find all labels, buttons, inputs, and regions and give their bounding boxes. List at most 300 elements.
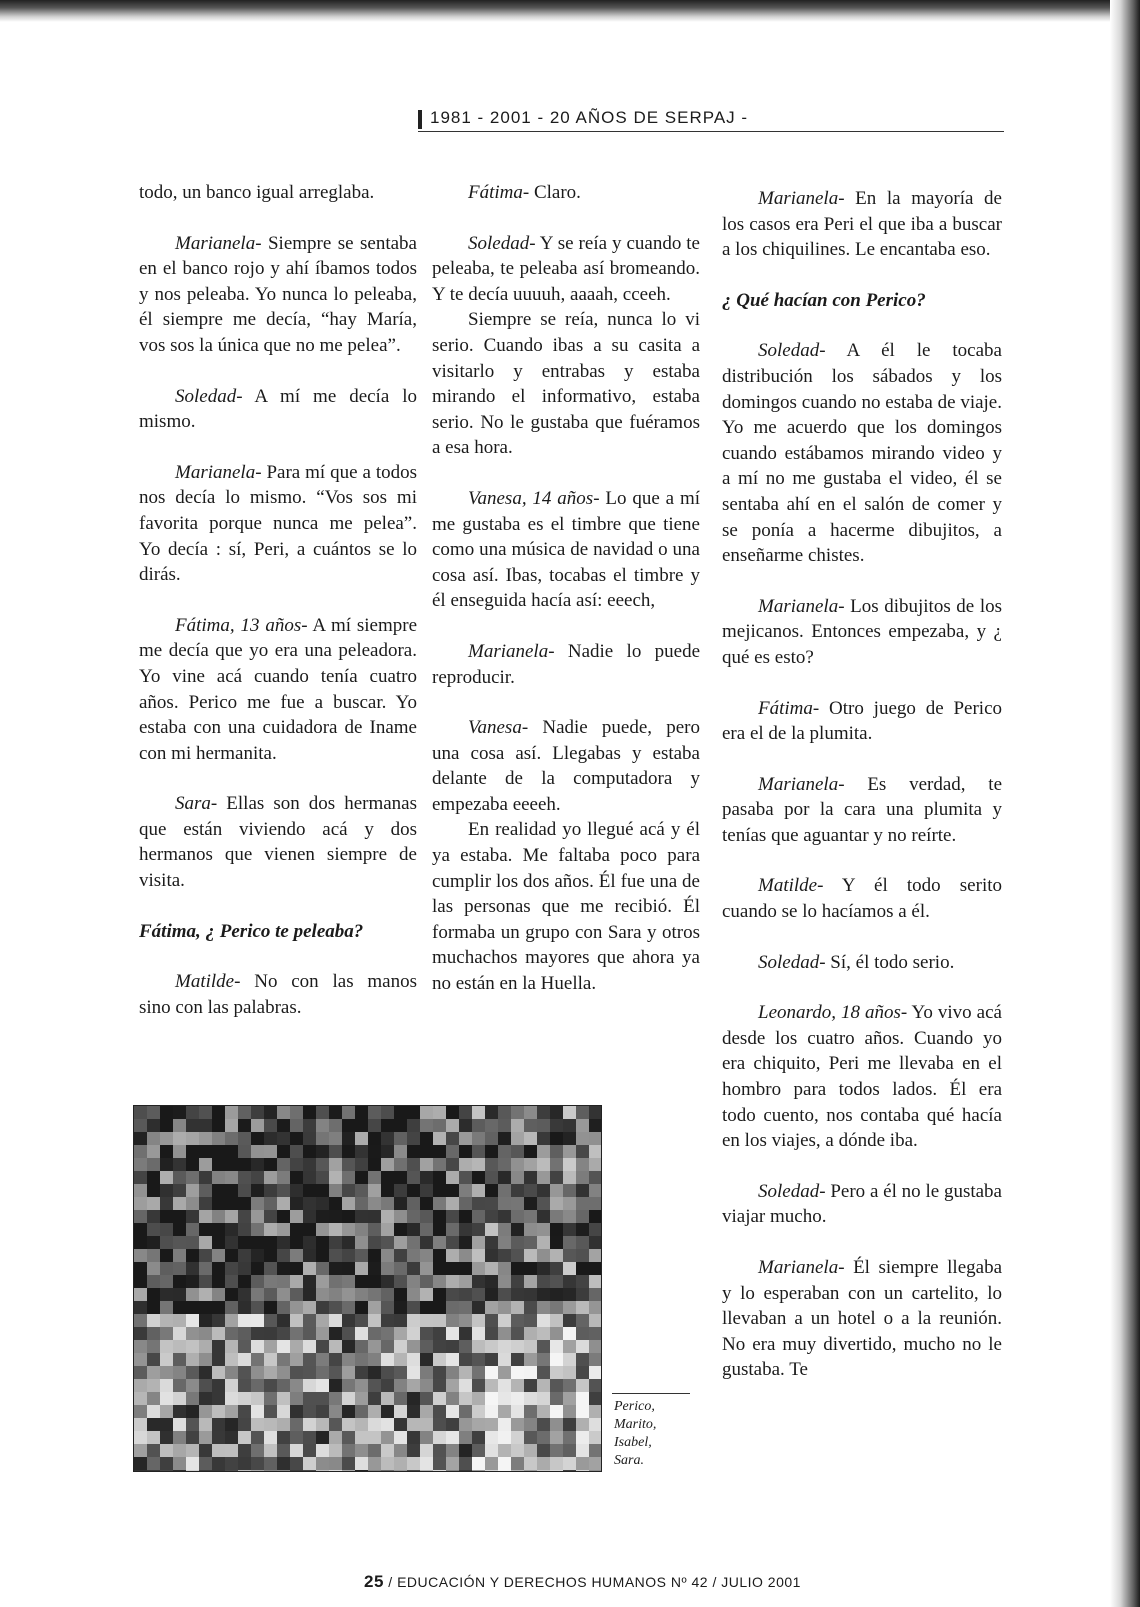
photo-cell — [433, 1197, 446, 1210]
photo-cell — [251, 1314, 264, 1327]
photo-cell — [472, 1210, 485, 1223]
photo-cell — [199, 1119, 212, 1132]
photo-cell — [303, 1418, 316, 1431]
photo-cell — [485, 1379, 498, 1392]
photo-cell — [537, 1249, 550, 1262]
speaker-name: Marianela- — [468, 640, 555, 662]
photo-cell — [199, 1158, 212, 1171]
photo-cell — [472, 1197, 485, 1210]
photo-cell — [225, 1106, 238, 1119]
photo-cell — [238, 1275, 251, 1288]
photo-cell — [173, 1288, 186, 1301]
photo-cell — [186, 1457, 199, 1470]
photo-cell — [368, 1236, 381, 1249]
photo-cell — [420, 1158, 433, 1171]
photo-cell — [472, 1470, 485, 1471]
photo-cell — [511, 1145, 524, 1158]
photo-cell — [381, 1288, 394, 1301]
photo-cell — [589, 1301, 601, 1314]
photo-cell — [576, 1223, 589, 1236]
photo-cell — [550, 1184, 563, 1197]
photo-cell — [264, 1470, 277, 1471]
photo-cell — [537, 1145, 550, 1158]
photo-cell — [550, 1327, 563, 1340]
photo-cell — [472, 1314, 485, 1327]
photo-cell — [420, 1275, 433, 1288]
photo-cell — [251, 1171, 264, 1184]
photo-cell — [199, 1470, 212, 1471]
photo-cell — [290, 1327, 303, 1340]
photo-cell — [381, 1262, 394, 1275]
photo-cell — [472, 1444, 485, 1457]
photo-cell — [472, 1275, 485, 1288]
photo-cell — [316, 1236, 329, 1249]
photo-cell — [368, 1158, 381, 1171]
photo-cell — [186, 1288, 199, 1301]
photo-cell — [303, 1249, 316, 1262]
photo-cell — [550, 1392, 563, 1405]
photo-cell — [368, 1288, 381, 1301]
photo-cell — [420, 1379, 433, 1392]
photo-cell — [472, 1379, 485, 1392]
photo-cell — [238, 1301, 251, 1314]
question-text: Fátima, ¿ Perico te peleaba? — [139, 920, 364, 942]
photo-cell — [199, 1392, 212, 1405]
photo-cell — [173, 1223, 186, 1236]
photo-cell — [511, 1132, 524, 1145]
photo-cell — [394, 1275, 407, 1288]
photo-cell — [394, 1132, 407, 1145]
photo-cell — [173, 1431, 186, 1444]
photo-cell — [550, 1275, 563, 1288]
photo-cell — [303, 1236, 316, 1249]
photo-cell — [498, 1249, 511, 1262]
photo-cell — [524, 1197, 537, 1210]
photo-cell — [446, 1158, 459, 1171]
dialogue-paragraph — [139, 384, 417, 435]
photo-cell — [485, 1184, 498, 1197]
photo-cell — [225, 1392, 238, 1405]
photo-cell — [472, 1184, 485, 1197]
photo-cell — [199, 1418, 212, 1431]
photo-cell — [186, 1249, 199, 1262]
photo-cell — [472, 1171, 485, 1184]
photo-cell — [212, 1327, 225, 1340]
photo-cell — [329, 1236, 342, 1249]
photo-cell — [277, 1418, 290, 1431]
photo-cell — [433, 1223, 446, 1236]
footer-text: / EDUCACIÓN Y DERECHOS HUMANOS Nº 42 / JULIO 2001 — [383, 1574, 801, 1590]
photo-cell — [277, 1145, 290, 1158]
photo-cell — [225, 1379, 238, 1392]
photo-cell — [589, 1132, 601, 1145]
photo-cell — [277, 1392, 290, 1405]
photo-cell — [355, 1457, 368, 1470]
photo-cell — [472, 1249, 485, 1262]
photo-cell — [238, 1379, 251, 1392]
photo-cell — [420, 1444, 433, 1457]
photo-cell — [511, 1210, 524, 1223]
photo-cell — [342, 1158, 355, 1171]
photo-cell — [511, 1353, 524, 1366]
photo-cell — [277, 1314, 290, 1327]
photo-cell — [563, 1353, 576, 1366]
photo-cell — [225, 1470, 238, 1471]
photo-cell — [147, 1262, 160, 1275]
photo-cell — [225, 1301, 238, 1314]
photo-cell — [160, 1158, 173, 1171]
dialogue-paragraph — [139, 180, 417, 206]
photo-cell — [329, 1379, 342, 1392]
photo-cell — [511, 1171, 524, 1184]
photo-cell — [407, 1223, 420, 1236]
photo-cell — [316, 1210, 329, 1223]
photo-cell — [212, 1470, 225, 1471]
photo-cell — [498, 1444, 511, 1457]
photo-cell — [290, 1106, 303, 1119]
photo-cell — [498, 1262, 511, 1275]
speaker-name: Marianela- — [758, 595, 845, 617]
photo-cell — [329, 1197, 342, 1210]
photo-cell — [394, 1392, 407, 1405]
photo-cell — [459, 1197, 472, 1210]
photo-cell — [225, 1418, 238, 1431]
photo-cell — [160, 1327, 173, 1340]
photo-cell — [251, 1210, 264, 1223]
photo-cell — [368, 1106, 381, 1119]
photo-cell — [173, 1236, 186, 1249]
photo-cell — [563, 1366, 576, 1379]
photo-cell — [264, 1288, 277, 1301]
photo-cell — [329, 1327, 342, 1340]
photo-cell — [212, 1457, 225, 1470]
photo-cell — [264, 1327, 277, 1340]
paragraph-text: Siempre se sentaba en el banco rojo y ahí íbamos todos y nos peleaba. Yo nunca lo peleaba, él siempre me decía, “hay María, vos sos la única que no me pelea”. — [139, 232, 417, 356]
photo-cell — [264, 1431, 277, 1444]
photo-cell — [251, 1236, 264, 1249]
paragraph-text: En la mayoría de los casos era Peri el que iba a buscar a los chiquilines. Le encantaba eso. — [722, 188, 1002, 261]
photo-cell — [537, 1106, 550, 1119]
photo-cell — [251, 1119, 264, 1132]
photo-cell — [303, 1132, 316, 1145]
photo-cell — [238, 1288, 251, 1301]
photo-cell — [524, 1366, 537, 1379]
photo-cell — [433, 1288, 446, 1301]
photo-cell — [394, 1236, 407, 1249]
photo-cell — [537, 1236, 550, 1249]
photo-cell — [446, 1353, 459, 1366]
photo-cell — [368, 1327, 381, 1340]
photo-cell — [446, 1314, 459, 1327]
photo-cell — [576, 1418, 589, 1431]
photo-cell — [498, 1223, 511, 1236]
photo-cell — [589, 1275, 601, 1288]
photo-cell — [238, 1223, 251, 1236]
photo-cell — [446, 1444, 459, 1457]
photo-cell — [511, 1301, 524, 1314]
photo-cell — [238, 1457, 251, 1470]
photo-cell — [537, 1457, 550, 1470]
photo-cell — [160, 1392, 173, 1405]
photo-cell — [316, 1145, 329, 1158]
photo-cell — [420, 1223, 433, 1236]
photo-cell — [446, 1301, 459, 1314]
photo-cell — [485, 1132, 498, 1145]
photo-cell — [251, 1158, 264, 1171]
photo-cell — [381, 1457, 394, 1470]
photo-cell — [277, 1249, 290, 1262]
photo-cell — [381, 1379, 394, 1392]
photo-cell — [537, 1210, 550, 1223]
photo-cell — [524, 1158, 537, 1171]
photo-cell — [251, 1262, 264, 1275]
photo-cell — [199, 1132, 212, 1145]
photo-cell — [342, 1223, 355, 1236]
photo-cell — [589, 1353, 601, 1366]
photo-cell — [264, 1132, 277, 1145]
photo-cell — [160, 1418, 173, 1431]
photo-cell — [407, 1275, 420, 1288]
photo-cell — [160, 1223, 173, 1236]
photo-cell — [446, 1171, 459, 1184]
photo-cell — [290, 1366, 303, 1379]
photo-cell — [173, 1314, 186, 1327]
photo-cell — [173, 1275, 186, 1288]
photo-cell — [303, 1262, 316, 1275]
photo-cell — [329, 1171, 342, 1184]
header-text: 1981 - 2001 - 20 AÑOS DE SERPAJ - — [430, 108, 749, 127]
photo-cell — [459, 1106, 472, 1119]
photo-cell — [433, 1379, 446, 1392]
photo-cell — [303, 1158, 316, 1171]
photo-cell — [147, 1301, 160, 1314]
photo-cell — [511, 1275, 524, 1288]
photo-cell — [576, 1405, 589, 1418]
dialogue-paragraph — [722, 1255, 1002, 1383]
dialogue-paragraph — [139, 613, 417, 767]
photo-cell — [160, 1106, 173, 1119]
photo-cell — [277, 1366, 290, 1379]
photo-cell — [186, 1392, 199, 1405]
paragraph-text: Nadie lo puede reproducir. — [432, 640, 700, 688]
photo-cell — [212, 1444, 225, 1457]
photo-cell — [511, 1366, 524, 1379]
photo-cell — [173, 1262, 186, 1275]
photo-cell — [316, 1301, 329, 1314]
photo-cell — [355, 1444, 368, 1457]
photo-cell — [277, 1340, 290, 1353]
photo-cell — [342, 1444, 355, 1457]
photo-cell — [290, 1340, 303, 1353]
photo-cell — [446, 1470, 459, 1471]
photo-cell — [316, 1171, 329, 1184]
photo-cell — [511, 1444, 524, 1457]
photo-cell — [446, 1418, 459, 1431]
photo-cell — [498, 1158, 511, 1171]
paragraph-text: A mí me decía lo mismo. — [139, 385, 417, 433]
dialogue-paragraph — [432, 639, 700, 690]
photo-cell — [381, 1223, 394, 1236]
question-heading — [139, 919, 417, 945]
photo-cell — [303, 1184, 316, 1197]
photo-cell — [329, 1249, 342, 1262]
photo-cell — [160, 1210, 173, 1223]
photo-cell — [355, 1132, 368, 1145]
photo-cell — [212, 1184, 225, 1197]
photo-cell — [537, 1366, 550, 1379]
photo-cell — [342, 1210, 355, 1223]
photo-cell — [433, 1392, 446, 1405]
photo-cell — [472, 1158, 485, 1171]
photo-cell — [459, 1366, 472, 1379]
photo-cell — [329, 1405, 342, 1418]
photo-cell — [459, 1132, 472, 1145]
photo-cell — [290, 1470, 303, 1471]
photo-cell — [550, 1210, 563, 1223]
photo-cell — [394, 1340, 407, 1353]
photo-cell — [238, 1470, 251, 1471]
photo-cell — [485, 1145, 498, 1158]
photo-cell — [290, 1405, 303, 1418]
photo-cell — [199, 1444, 212, 1457]
photo-cell — [290, 1184, 303, 1197]
photo-cell — [212, 1145, 225, 1158]
photo-cell — [147, 1418, 160, 1431]
photo-cell — [485, 1457, 498, 1470]
photo-cell — [147, 1431, 160, 1444]
photo-cell — [576, 1145, 589, 1158]
photo-cell — [303, 1405, 316, 1418]
photo-cell — [355, 1392, 368, 1405]
photo-cell — [342, 1106, 355, 1119]
photo-cell — [407, 1366, 420, 1379]
photo-cell — [134, 1340, 147, 1353]
photo-cell — [433, 1106, 446, 1119]
photo-cell — [199, 1431, 212, 1444]
photo-cell — [264, 1145, 277, 1158]
photo-cell — [550, 1418, 563, 1431]
paragraph-text: Siempre se reía, nunca lo vi serio. Cuando ibas a su casita a visitarlo y entrabas y estaba mirando el informativo, estaba serio. No le gustaba que fuéramos a esa hora. — [432, 309, 700, 459]
photo-cell — [550, 1262, 563, 1275]
photo-cell — [589, 1184, 601, 1197]
photo-cell — [277, 1379, 290, 1392]
photo-cell — [498, 1301, 511, 1314]
photo-cell — [394, 1405, 407, 1418]
photo-cell — [511, 1106, 524, 1119]
photo-cell — [186, 1353, 199, 1366]
photo-cell — [459, 1288, 472, 1301]
photo-cell — [264, 1314, 277, 1327]
photo-cell — [173, 1197, 186, 1210]
photo-cell — [160, 1197, 173, 1210]
photo-cell — [134, 1158, 147, 1171]
photo-cell — [524, 1353, 537, 1366]
photo-cell — [251, 1392, 264, 1405]
photo-cell — [316, 1431, 329, 1444]
photo-cell — [524, 1392, 537, 1405]
photo-cell — [524, 1288, 537, 1301]
photo-cell — [290, 1197, 303, 1210]
photo-cell — [472, 1418, 485, 1431]
photo-cell — [394, 1327, 407, 1340]
photo-cell — [277, 1288, 290, 1301]
photo-cell — [537, 1184, 550, 1197]
photo-cell — [407, 1106, 420, 1119]
photo-cell — [498, 1366, 511, 1379]
photo-cell — [147, 1327, 160, 1340]
photo-cell — [173, 1392, 186, 1405]
photo-cell — [459, 1405, 472, 1418]
photo-cell — [381, 1236, 394, 1249]
photo-cell — [368, 1418, 381, 1431]
photo-cell — [498, 1353, 511, 1366]
photo-cell — [342, 1405, 355, 1418]
photo-cell — [446, 1249, 459, 1262]
photo-cell — [342, 1275, 355, 1288]
photo-cell — [147, 1184, 160, 1197]
speaker-name: Matilde- — [175, 971, 241, 993]
photo-cell — [277, 1223, 290, 1236]
photo-cell — [303, 1288, 316, 1301]
photo-cell — [355, 1223, 368, 1236]
photo-cell — [511, 1470, 524, 1471]
photo-cell — [329, 1457, 342, 1470]
photo-cell — [186, 1301, 199, 1314]
photo-cell — [550, 1249, 563, 1262]
photo-cell — [264, 1197, 277, 1210]
photo-cell — [368, 1184, 381, 1197]
photo-cell — [446, 1106, 459, 1119]
paragraph-text: Otro juego de Perico era el de la plumita. — [722, 697, 1002, 745]
photo-cell — [316, 1353, 329, 1366]
photo-cell — [576, 1379, 589, 1392]
photo-cell — [277, 1327, 290, 1340]
photo-cell — [381, 1431, 394, 1444]
photo-cell — [550, 1106, 563, 1119]
photo-cell — [147, 1366, 160, 1379]
photo-cell — [381, 1418, 394, 1431]
photo-cell — [225, 1340, 238, 1353]
photo-cell — [264, 1262, 277, 1275]
photo-cell — [394, 1457, 407, 1470]
photo-cell — [290, 1353, 303, 1366]
photo-cell — [576, 1327, 589, 1340]
photo-cell — [199, 1353, 212, 1366]
photo-cell — [589, 1470, 601, 1471]
photo-cell — [537, 1301, 550, 1314]
photo-cell — [264, 1444, 277, 1457]
photo-cell — [381, 1249, 394, 1262]
photo-cell — [459, 1223, 472, 1236]
photo-cell — [303, 1223, 316, 1236]
photo-cell — [186, 1470, 199, 1471]
photo-cell — [160, 1353, 173, 1366]
photo-cell — [290, 1314, 303, 1327]
photo-cell — [355, 1275, 368, 1288]
photo-cell — [342, 1197, 355, 1210]
photo-cell — [355, 1288, 368, 1301]
photo-cell — [264, 1340, 277, 1353]
photo-cell — [355, 1145, 368, 1158]
photo-cell — [368, 1379, 381, 1392]
dialogue-paragraph — [432, 486, 700, 614]
photo-cell — [563, 1106, 576, 1119]
photo-cell — [394, 1197, 407, 1210]
photo-cell — [420, 1288, 433, 1301]
photo-cell — [342, 1418, 355, 1431]
photo-cell — [316, 1405, 329, 1418]
photo-cell — [576, 1392, 589, 1405]
